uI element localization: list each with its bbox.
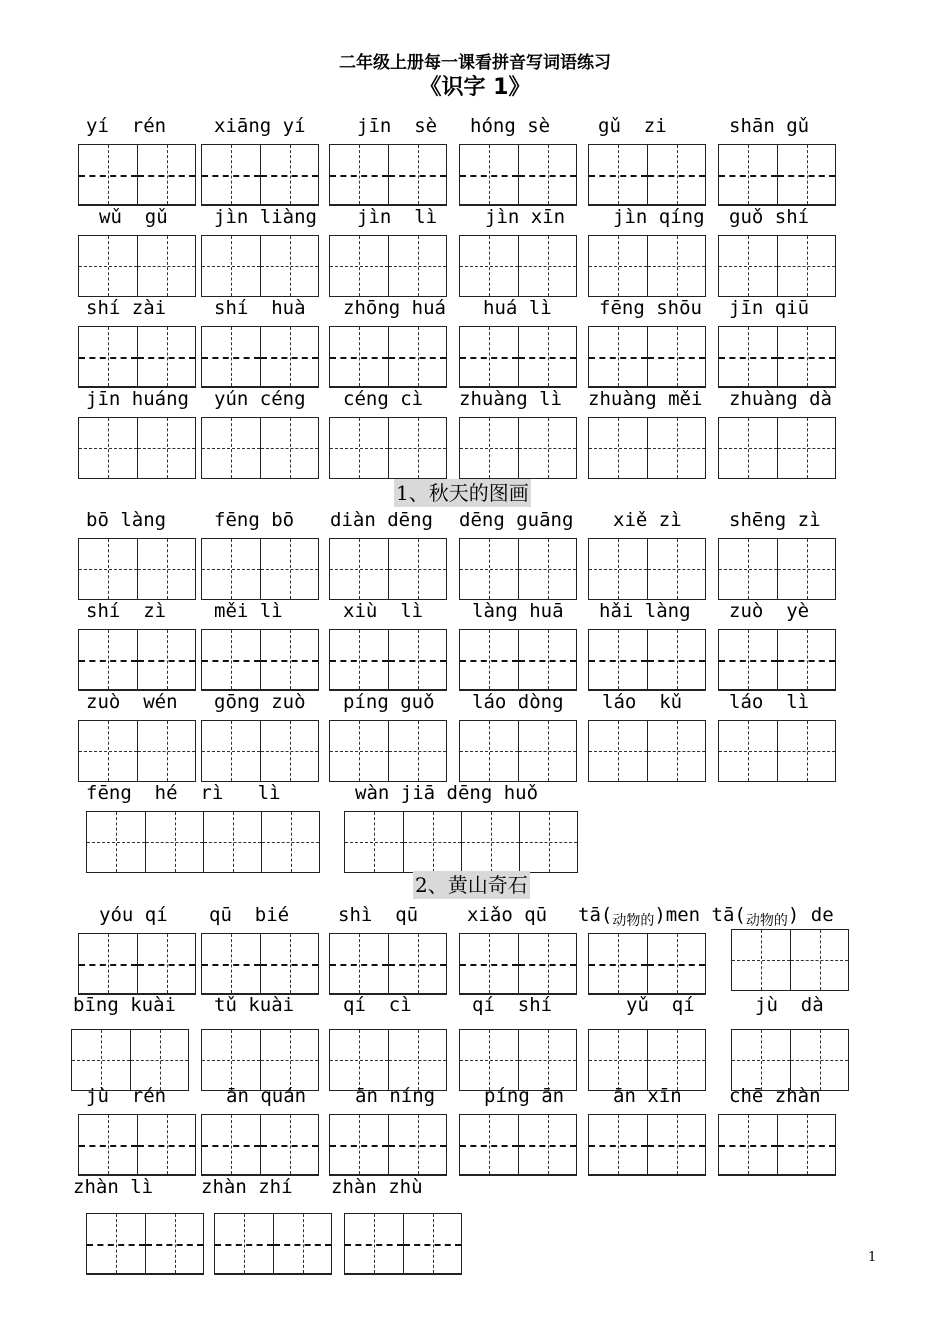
writing-cell[interactable] (203, 812, 261, 872)
writing-box[interactable] (459, 326, 577, 388)
writing-box[interactable] (329, 326, 447, 388)
writing-cell[interactable] (202, 327, 260, 386)
writing-cell[interactable] (589, 1115, 647, 1174)
pinyin-label: fēng hé rì lì (86, 782, 281, 804)
pinyin-label: jìn liàng (214, 206, 317, 228)
pinyin-label: diàn dēng (330, 509, 433, 531)
writing-cell[interactable] (777, 236, 835, 296)
pinyin-label: fēng shōu (599, 297, 702, 319)
writing-cell[interactable] (518, 418, 576, 478)
pinyin-label: hǎi làng (599, 600, 691, 622)
writing-cell[interactable] (202, 539, 260, 599)
pinyin-label: wǔ gǔ (99, 206, 168, 228)
writing-cell[interactable] (647, 327, 705, 386)
writing-cell[interactable] (145, 812, 203, 872)
writing-cell[interactable] (647, 721, 705, 781)
writing-box[interactable] (459, 417, 577, 479)
writing-box[interactable] (718, 144, 836, 206)
writing-cell[interactable] (403, 812, 461, 872)
writing-cell[interactable] (777, 630, 835, 689)
writing-cell[interactable] (273, 1214, 331, 1273)
writing-cell[interactable] (719, 145, 777, 204)
pinyin-label: yún céng (214, 388, 306, 410)
pinyin-label: jìn xīn (485, 206, 566, 228)
pinyin-label: jīn sè (357, 115, 438, 137)
writing-box[interactable] (588, 538, 706, 600)
writing-box[interactable] (459, 235, 577, 297)
pinyin-label: zuò yè (729, 600, 810, 622)
pinyin-label: zhàn zhí (201, 1176, 293, 1198)
pinyin-label: dēng guāng (459, 509, 574, 531)
pinyin-label: jìn qíng (613, 206, 705, 228)
pinyin-label: shí zài (86, 297, 167, 319)
writing-cell[interactable] (388, 236, 446, 296)
writing-box[interactable] (718, 417, 836, 479)
pinyin-label: qū bié (209, 904, 290, 926)
writing-box[interactable] (731, 1029, 849, 1091)
writing-cell[interactable] (732, 930, 790, 990)
writing-box[interactable] (86, 811, 320, 873)
writing-box[interactable] (588, 1029, 706, 1091)
writing-box[interactable] (718, 629, 836, 691)
pinyin-label: xiǎo qū (467, 904, 548, 926)
writing-cell[interactable] (460, 145, 518, 204)
writing-cell[interactable] (202, 145, 260, 204)
writing-cell[interactable] (719, 418, 777, 478)
writing-cell[interactable] (388, 1030, 446, 1090)
writing-cell[interactable] (260, 630, 318, 689)
writing-box[interactable] (459, 1029, 577, 1091)
writing-cell[interactable] (137, 236, 195, 296)
writing-cell[interactable] (518, 934, 576, 993)
pinyin-label: ān quán (226, 1085, 307, 1107)
pinyin-label: ān xīn (613, 1085, 682, 1107)
pinyin-label: tǔ kuài (214, 994, 295, 1016)
worksheet-title: 二年级上册每一课看拼音写词语练习 (339, 53, 611, 73)
writing-cell[interactable] (260, 236, 318, 296)
pinyin-label: shí huà (214, 297, 306, 319)
writing-cell[interactable] (388, 539, 446, 599)
writing-box[interactable] (78, 629, 196, 691)
writing-cell[interactable] (330, 721, 388, 781)
writing-cell[interactable] (732, 1030, 790, 1090)
writing-cell[interactable] (460, 418, 518, 478)
writing-box[interactable] (329, 144, 447, 206)
writing-cell[interactable] (202, 721, 260, 781)
writing-box[interactable] (718, 235, 836, 297)
writing-cell[interactable] (388, 934, 446, 993)
writing-box[interactable] (329, 1029, 447, 1091)
lesson-heading: 1、秋天的图画 (396, 481, 529, 505)
writing-cell[interactable] (518, 721, 576, 781)
writing-cell[interactable] (388, 1115, 446, 1174)
writing-cell[interactable] (460, 236, 518, 296)
pinyin-label: $tā(_{动物的})men$ $tā(_{动物的})$ de (578, 904, 834, 929)
pinyin-label: xiě zì (613, 509, 682, 531)
pinyin-label: zhuàng měi (588, 388, 703, 410)
pinyin-label: zhàn lì (73, 1176, 154, 1198)
pinyin-label: xiù lì (343, 600, 424, 622)
writing-box[interactable] (329, 538, 447, 600)
pinyin-label: zhuàng dà (729, 388, 832, 410)
writing-cell[interactable] (518, 1030, 576, 1090)
writing-box[interactable] (78, 933, 196, 995)
writing-cell[interactable] (72, 1030, 130, 1090)
writing-box[interactable] (201, 417, 319, 479)
writing-cell[interactable] (79, 539, 137, 599)
pinyin-label: shēng zì (729, 509, 821, 531)
writing-cell[interactable] (79, 934, 137, 993)
writing-cell[interactable] (719, 236, 777, 296)
pinyin-label: bō làng (86, 509, 167, 531)
writing-cell[interactable] (388, 630, 446, 689)
pinyin-label: jù dà (755, 994, 824, 1016)
writing-cell[interactable] (137, 721, 195, 781)
writing-cell[interactable] (647, 630, 705, 689)
writing-box[interactable] (201, 933, 319, 995)
writing-cell[interactable] (260, 934, 318, 993)
writing-box[interactable] (201, 144, 319, 206)
pinyin-label: ān níng (355, 1085, 436, 1107)
writing-box[interactable] (588, 144, 706, 206)
writing-cell[interactable] (519, 812, 577, 872)
writing-cell[interactable] (137, 1115, 195, 1174)
writing-box[interactable] (459, 629, 577, 691)
pinyin-label: shì qū (338, 904, 419, 926)
writing-cell[interactable] (260, 721, 318, 781)
writing-cell[interactable] (330, 145, 388, 204)
writing-box[interactable] (588, 720, 706, 782)
writing-cell[interactable] (518, 327, 576, 386)
writing-cell[interactable] (202, 418, 260, 478)
pinyin-label: jù rén (86, 1085, 167, 1107)
writing-cell[interactable] (647, 1030, 705, 1090)
pinyin-label: měi lì (214, 600, 283, 622)
writing-cell[interactable] (330, 630, 388, 689)
writing-box[interactable] (329, 235, 447, 297)
writing-cell[interactable] (202, 1030, 260, 1090)
writing-box[interactable] (201, 1029, 319, 1091)
pinyin-label: bīng kuài (73, 994, 176, 1016)
pinyin-label: jīn qiū (729, 297, 810, 319)
writing-cell[interactable] (202, 236, 260, 296)
pinyin-label: wàn jiā dēng huǒ (355, 782, 539, 804)
writing-cell[interactable] (719, 1115, 777, 1174)
writing-box[interactable] (201, 326, 319, 388)
writing-box[interactable] (78, 326, 196, 388)
writing-cell[interactable] (79, 418, 137, 478)
pinyin-label: yí rén (86, 115, 167, 137)
writing-cell[interactable] (589, 145, 647, 204)
writing-cell[interactable] (330, 327, 388, 386)
pinyin-label: huá lì (483, 297, 552, 319)
writing-cell[interactable] (330, 1115, 388, 1174)
writing-cell[interactable] (202, 934, 260, 993)
writing-cell[interactable] (460, 327, 518, 386)
writing-box[interactable] (78, 417, 196, 479)
writing-cell[interactable] (647, 145, 705, 204)
pinyin-label: hóng sè (470, 115, 551, 137)
writing-cell[interactable] (719, 539, 777, 599)
writing-cell[interactable] (777, 1115, 835, 1174)
writing-box[interactable] (459, 720, 577, 782)
pinyin-label: fēng bō (214, 509, 295, 531)
page-number: 1 (868, 1250, 877, 1265)
writing-cell[interactable] (260, 418, 318, 478)
writing-cell[interactable] (589, 418, 647, 478)
writing-cell[interactable] (790, 1030, 848, 1090)
writing-cell[interactable] (137, 934, 195, 993)
writing-cell[interactable] (260, 539, 318, 599)
writing-cell[interactable] (589, 721, 647, 781)
writing-cell[interactable] (460, 1115, 518, 1174)
writing-box[interactable] (718, 720, 836, 782)
writing-cell[interactable] (260, 145, 318, 204)
pinyin-label: zhōng huá (343, 297, 446, 319)
writing-box[interactable] (78, 1114, 196, 1176)
pinyin-label: chē zhàn (729, 1085, 821, 1107)
writing-cell[interactable] (518, 539, 576, 599)
writing-cell[interactable] (202, 1115, 260, 1174)
pinyin-label: láo lì (729, 691, 810, 713)
writing-box[interactable] (588, 326, 706, 388)
pinyin-label: zhàn zhù (331, 1176, 423, 1198)
writing-box[interactable] (459, 538, 577, 600)
writing-box[interactable] (201, 629, 319, 691)
writing-cell[interactable] (79, 1115, 137, 1174)
writing-cell[interactable] (589, 236, 647, 296)
writing-cell[interactable] (647, 236, 705, 296)
pinyin-label: guǒ shí (729, 206, 810, 228)
writing-box[interactable] (718, 538, 836, 600)
pinyin-label: yóu qí (99, 904, 168, 926)
pinyin-label: jìn lì (357, 206, 438, 228)
writing-cell[interactable] (345, 1214, 403, 1273)
writing-cell[interactable] (518, 236, 576, 296)
writing-box[interactable] (731, 929, 849, 991)
writing-cell[interactable] (79, 721, 137, 781)
writing-box[interactable] (459, 933, 577, 995)
writing-cell[interactable] (215, 1214, 273, 1273)
writing-box[interactable] (588, 1114, 706, 1176)
writing-cell[interactable] (589, 327, 647, 386)
writing-cell[interactable] (647, 1115, 705, 1174)
writing-cell[interactable] (589, 539, 647, 599)
writing-cell[interactable] (87, 812, 145, 872)
writing-cell[interactable] (388, 721, 446, 781)
writing-cell[interactable] (589, 630, 647, 689)
writing-cell[interactable] (330, 539, 388, 599)
writing-cell[interactable] (777, 145, 835, 204)
writing-cell[interactable] (589, 1030, 647, 1090)
writing-cell[interactable] (777, 327, 835, 386)
pinyin-label: xiāng yí (214, 115, 306, 137)
writing-cell[interactable] (330, 418, 388, 478)
writing-box[interactable] (344, 811, 578, 873)
writing-cell[interactable] (388, 418, 446, 478)
writing-cell[interactable] (137, 327, 195, 386)
writing-cell[interactable] (777, 721, 835, 781)
writing-cell[interactable] (137, 418, 195, 478)
writing-cell[interactable] (330, 934, 388, 993)
writing-cell[interactable] (460, 630, 518, 689)
writing-cell[interactable] (260, 1115, 318, 1174)
pinyin-label: qí shí (472, 994, 553, 1016)
writing-cell[interactable] (261, 812, 319, 872)
writing-box[interactable] (201, 720, 319, 782)
writing-box[interactable] (201, 538, 319, 600)
writing-cell[interactable] (87, 1214, 145, 1273)
writing-box[interactable] (214, 1213, 332, 1275)
pinyin-label: làng huā (472, 600, 564, 622)
writing-box[interactable] (718, 1114, 836, 1176)
pinyin-label: gǔ zi (598, 115, 667, 137)
writing-cell[interactable] (777, 539, 835, 599)
writing-cell[interactable] (79, 630, 137, 689)
writing-box[interactable] (201, 1114, 319, 1176)
writing-cell[interactable] (202, 630, 260, 689)
writing-box[interactable] (201, 235, 319, 297)
pinyin-label: jīn huáng (86, 388, 189, 410)
writing-cell[interactable] (518, 630, 576, 689)
pinyin-label: zhuàng lì (459, 388, 562, 410)
writing-cell[interactable] (790, 930, 848, 990)
writing-cell[interactable] (388, 327, 446, 386)
writing-cell[interactable] (461, 812, 519, 872)
writing-box[interactable] (588, 235, 706, 297)
writing-cell[interactable] (137, 539, 195, 599)
writing-box[interactable] (718, 326, 836, 388)
writing-cell[interactable] (518, 145, 576, 204)
pinyin-label: píng guǒ (343, 691, 435, 713)
writing-cell[interactable] (460, 539, 518, 599)
writing-cell[interactable] (647, 418, 705, 478)
writing-cell[interactable] (777, 418, 835, 478)
writing-cell[interactable] (719, 721, 777, 781)
pinyin-label: zuò wén (86, 691, 178, 713)
writing-box[interactable] (78, 720, 196, 782)
writing-cell[interactable] (79, 327, 137, 386)
writing-box[interactable] (329, 629, 447, 691)
lesson-title: 《识字 1》 (419, 75, 531, 100)
writing-cell[interactable] (388, 145, 446, 204)
writing-cell[interactable] (137, 145, 195, 204)
writing-box[interactable] (86, 1213, 204, 1275)
writing-cell[interactable] (589, 934, 647, 993)
writing-box[interactable] (459, 144, 577, 206)
writing-cell[interactable] (130, 1030, 188, 1090)
writing-box[interactable] (71, 1029, 189, 1091)
pinyin-label: céng cì (343, 388, 424, 410)
writing-cell[interactable] (518, 1115, 576, 1174)
pinyin-label: láo dòng (472, 691, 564, 713)
writing-box[interactable] (588, 933, 706, 995)
writing-cell[interactable] (79, 145, 137, 204)
writing-cell[interactable] (647, 934, 705, 993)
writing-box[interactable] (78, 235, 196, 297)
writing-box[interactable] (329, 720, 447, 782)
writing-cell[interactable] (460, 934, 518, 993)
writing-cell[interactable] (260, 1030, 318, 1090)
pinyin-label: shí zì (86, 600, 167, 622)
writing-cell[interactable] (719, 630, 777, 689)
writing-box[interactable] (329, 417, 447, 479)
writing-cell[interactable] (719, 327, 777, 386)
writing-cell[interactable] (345, 812, 403, 872)
writing-cell[interactable] (330, 1030, 388, 1090)
writing-cell[interactable] (79, 236, 137, 296)
writing-box[interactable] (78, 144, 196, 206)
pinyin-label: qí cì (343, 994, 412, 1016)
writing-cell[interactable] (403, 1214, 461, 1273)
writing-cell[interactable] (260, 327, 318, 386)
writing-box[interactable] (344, 1213, 462, 1275)
writing-box[interactable] (329, 933, 447, 995)
writing-cell[interactable] (460, 1030, 518, 1090)
writing-box[interactable] (588, 417, 706, 479)
writing-cell[interactable] (137, 630, 195, 689)
writing-cell[interactable] (145, 1214, 203, 1273)
writing-cell[interactable] (647, 539, 705, 599)
writing-box[interactable] (78, 538, 196, 600)
writing-cell[interactable] (460, 721, 518, 781)
pinyin-label: shān gǔ (729, 115, 810, 137)
writing-box[interactable] (329, 1114, 447, 1176)
writing-cell[interactable] (330, 236, 388, 296)
lesson-heading: 2、黄山奇石 (415, 873, 528, 897)
pinyin-label: píng ān (484, 1085, 565, 1107)
pinyin-label: láo kǔ (602, 691, 683, 713)
pinyin-label: gōng zuò (214, 691, 306, 713)
writing-box[interactable] (459, 1114, 577, 1176)
pinyin-label: yǔ qí (626, 994, 695, 1016)
writing-box[interactable] (588, 629, 706, 691)
